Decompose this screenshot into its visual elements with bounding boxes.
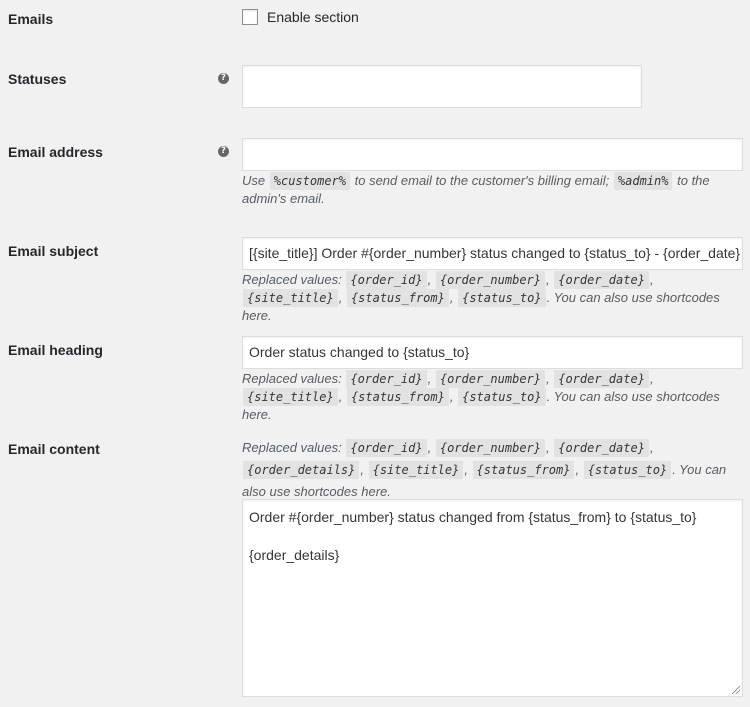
email-content-textarea[interactable]	[242, 499, 743, 697]
email-subject-label: Email subject	[8, 243, 99, 259]
email-content-label: Email content	[8, 441, 100, 457]
email-heading-input[interactable]: Order status changed to {status_to}	[242, 336, 743, 369]
email-address-description: Use %customer% to send email to the customer's billing email; %admin% to the admin's email.	[242, 173, 710, 206]
question-circle-icon[interactable]: ?	[218, 73, 229, 84]
emails-label: Emails	[8, 11, 54, 27]
email-content-line: {order_details}	[249, 547, 340, 563]
enable-section-checkbox[interactable]	[242, 9, 258, 25]
email-address-label: Email address	[8, 144, 103, 160]
code-customer: %customer%	[270, 172, 350, 190]
enable-section-label[interactable]: Enable section	[267, 9, 359, 25]
statuses-label: Statuses	[8, 71, 67, 87]
email-content-line: Order #{order_number} status changed from {status_from} to {status_to}	[249, 509, 697, 525]
statuses-select[interactable]	[242, 65, 642, 108]
email-address-input[interactable]	[242, 138, 743, 171]
question-circle-icon[interactable]: ?	[218, 146, 229, 157]
resize-handle-icon[interactable]	[732, 686, 740, 694]
email-heading-label: Email heading	[8, 342, 103, 358]
email-subject-input[interactable]: [{site_title}] Order #{order_number} status changed to {status_to} - {order_date}	[242, 237, 743, 270]
enable-section-control[interactable]	[242, 9, 359, 25]
email-heading-description: Replaced values: {order_id} , {order_number} , {order_date} , {site_title} , {status_from} , {status_to} . You can also use shortcodes here.	[242, 371, 720, 422]
code-admin: %admin%	[614, 172, 673, 190]
email-subject-description: Replaced values: {order_id} , {order_number} , {order_date} , {site_title} , {status_from} , {status_to} . You can also use shortcodes here.	[242, 272, 720, 323]
email-content-description: Replaced values: {order_id} , {order_number} , {order_date} , {order_details} , {site_title} , {status_from} , {status_to} . You can also use shortcodes here.	[242, 440, 727, 499]
